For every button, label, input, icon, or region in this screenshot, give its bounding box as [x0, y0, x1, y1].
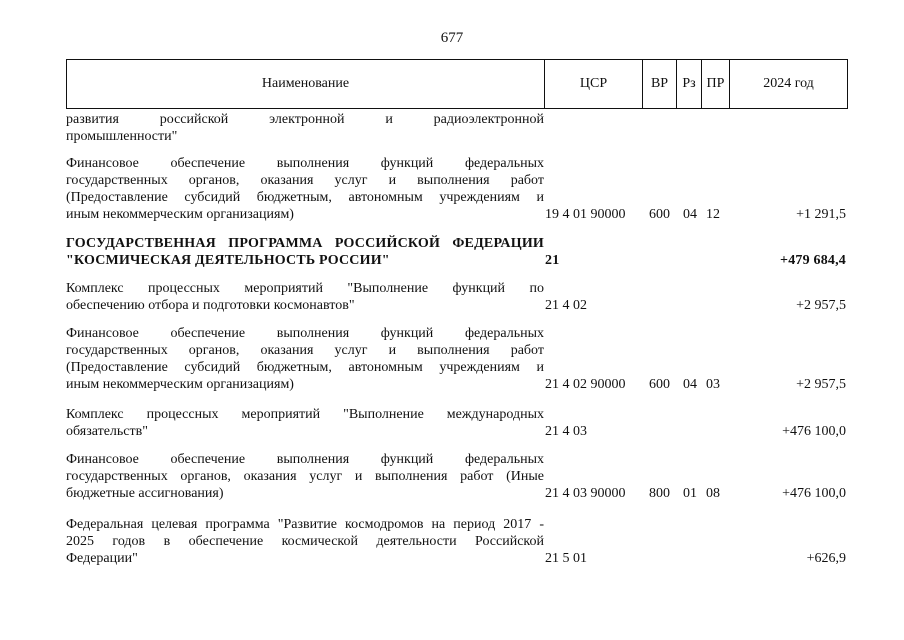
row-name-line: Комплекс процессных мероприятий "Выполнение международных — [66, 407, 544, 422]
row-name — [66, 516, 544, 567]
header-csr: ЦСР — [545, 60, 643, 108]
row-name-line: (Предоставление субсидий бюджетным, автономным учреждениям и — [66, 190, 544, 205]
header-pr: ПР — [702, 60, 730, 108]
row-rz: 04 — [683, 377, 697, 392]
row-name-line: Комплекс процессных мероприятий "Выполнение функций по — [66, 281, 544, 296]
header-year: 2024 год — [763, 76, 814, 91]
row-name-line: Финансовое обеспечение выполнения функций федеральных — [66, 452, 544, 467]
row-pr: 12 — [706, 207, 720, 222]
row-name-line: Финансовое обеспечение выполнения функций федеральных — [66, 156, 544, 171]
row-name — [66, 451, 544, 502]
row-name — [66, 280, 544, 314]
row-vr: 600 — [649, 377, 670, 392]
row-csr: 21 4 02 90000 — [545, 377, 626, 392]
row-vr: 800 — [649, 486, 670, 501]
row-name-line: государственных органов, оказания услуг и выполнения работ — [66, 173, 544, 188]
table-header — [66, 59, 848, 109]
row-name-line: 2025 годов в обеспечение космической деятельности Российской — [66, 534, 544, 549]
row-name-line: промышленности" — [66, 129, 178, 144]
row-name-line: бюджетные ассигнования) — [66, 486, 224, 501]
row-pr: 08 — [706, 486, 720, 501]
row-rz: 04 — [683, 207, 697, 222]
row-sum: +1 291,5 — [796, 207, 846, 222]
row-name — [66, 325, 544, 393]
row-vr: 600 — [649, 207, 670, 222]
row-name-line: иным некоммерческим организациям) — [66, 377, 294, 392]
row-sum: +626,9 — [806, 551, 846, 566]
row-name-line: Федеральная целевая программа "Развитие космодромов на период 2017 - — [66, 517, 544, 532]
header-name: Наименование — [67, 60, 545, 108]
page-number: 677 — [440, 30, 464, 46]
row-csr: 21 4 02 — [545, 298, 587, 313]
header-vr: ВР — [643, 60, 677, 108]
row-name — [66, 155, 544, 223]
row-csr: 21 4 03 90000 — [545, 486, 626, 501]
row-name-line: Финансовое обеспечение выполнения функций федеральных — [66, 326, 544, 341]
row-name-line: Федерации" — [66, 551, 138, 566]
row-sum: +479 684,4 — [780, 253, 846, 268]
row-name-line: обеспечению отбора и подготовки космонавтов" — [66, 298, 355, 313]
row-pr: 03 — [706, 377, 720, 392]
row-name — [66, 111, 544, 145]
row-sum: +476 100,0 — [782, 486, 846, 501]
header-rz: Рз — [677, 60, 702, 108]
row-name-line: иным некоммерческим организациям) — [66, 207, 294, 222]
row-sum: +2 957,5 — [796, 377, 846, 392]
row-name-line: государственных органов, оказания услуг и выполнения работ — [66, 343, 544, 358]
row-csr: 21 — [545, 253, 560, 268]
row-csr: 19 4 01 90000 — [545, 207, 626, 222]
row-name-line: ГОСУДАРСТВЕННАЯ ПРОГРАММА РОССИЙСКОЙ ФЕДЕРАЦИИ — [66, 236, 544, 251]
row-sum: +2 957,5 — [796, 298, 846, 313]
row-csr: 21 4 03 — [545, 424, 587, 439]
row-name — [66, 406, 544, 440]
row-name-line: государственных органов, оказания услуг и выполнения работ (Иные — [66, 469, 544, 484]
row-rz: 01 — [683, 486, 697, 501]
row-name-line: "КОСМИЧЕСКАЯ ДЕЯТЕЛЬНОСТЬ РОССИИ" — [66, 253, 390, 268]
row-name — [66, 235, 544, 269]
row-csr: 21 5 01 — [545, 551, 587, 566]
row-name-line: обязательств" — [66, 424, 148, 439]
row-sum: +476 100,0 — [782, 424, 846, 439]
row-name-line: развития российской электронной и радиоэлектронной — [66, 112, 544, 127]
row-name-line: (Предоставление субсидий бюджетным, автономным учреждениям и — [66, 360, 544, 375]
